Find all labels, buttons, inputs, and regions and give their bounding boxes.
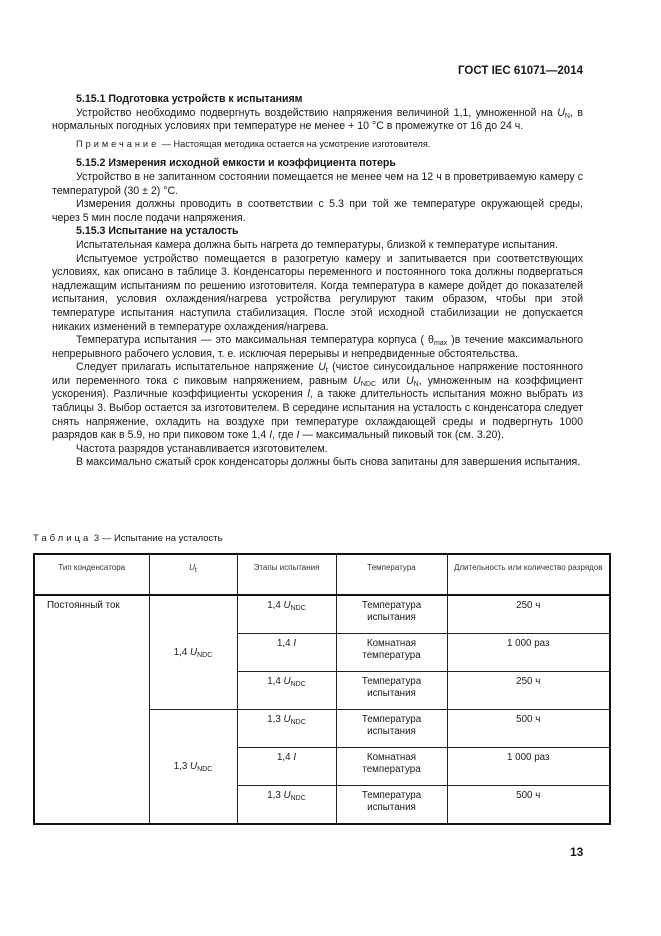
note xyxy=(52,138,583,152)
variable: I xyxy=(269,429,273,442)
subscript: t xyxy=(325,367,328,375)
variable: I xyxy=(296,429,300,442)
paragraph xyxy=(52,239,583,253)
temperature-cell: Комнатная температура xyxy=(336,634,447,672)
text-run: (чистое синусоидальное напряжение постоянного или переменного тока с пиковым напряжением, равным xyxy=(52,361,583,387)
variable: U xyxy=(406,374,414,387)
test-voltage-cell: 1,4 $U_{NDC}$ xyxy=(149,595,237,710)
fatigue-test-table xyxy=(33,553,611,825)
text-run: В максимально сжатый срок конденсаторы должны быть снова запитаны для завершения испытания. xyxy=(76,456,581,469)
test-voltage-cell: 1,3 $U_{NDC}$ xyxy=(149,710,237,825)
paragraph xyxy=(52,456,583,470)
subscript: N xyxy=(413,380,419,388)
paragraph xyxy=(52,107,583,134)
temperature-cell: Температура испытания xyxy=(336,595,447,634)
col-header: $U_t$ xyxy=(149,554,237,595)
variable: U xyxy=(353,374,361,387)
variable: l xyxy=(307,388,310,401)
duration-cell: 500 ч xyxy=(447,786,610,825)
duration-cell: 250 ч xyxy=(447,595,610,634)
test-stage-cell: 1,3 $U_{NDC}$ xyxy=(237,710,336,748)
variable: U xyxy=(318,361,326,374)
test-stage-cell: 1,4 $U_{NDC}$ xyxy=(237,672,336,710)
duration-cell: 1 000 раз xyxy=(447,634,610,672)
test-stage-cell: 1,4 I xyxy=(237,748,336,786)
table-caption xyxy=(33,533,223,544)
paragraph xyxy=(52,253,583,335)
text-run: , умноженным на коэффициент ускорения). Различные коэффициенты ускорения xyxy=(52,374,584,401)
note-text: — Настоящая методика остается на усмотрение изготовителя. xyxy=(159,138,431,149)
text-run: , а также длительность испытания можно выбрать из таблицы 3. Выбор остается за изготовителем. В середине испытания на усталость с конденсатора следует снять напряжение, охладить на воздухе при температуре охлаждающей среды и подвергнуть 1000 разрядов как в 5.9, но при пиковом токе 1,4 xyxy=(52,388,583,442)
text-run: , где xyxy=(272,429,297,442)
test-stage-cell: 1,3 $U_{NDC}$ xyxy=(237,786,336,825)
section-heading: 5.15.3 Испытание на усталость xyxy=(76,225,239,238)
col-header: Длительность или количество разрядов xyxy=(447,554,610,595)
text-run: Частота разрядов устанавливается изготовителем. xyxy=(76,442,328,455)
capacitor-type-cell: Постоянный ток xyxy=(34,595,149,824)
duration-cell: 250 ч xyxy=(447,672,610,710)
subscript: max xyxy=(433,340,448,348)
test-stage-cell: 1,4 I xyxy=(237,634,336,672)
text-run: Устройство необходимо подвергнуть воздействию напряжения величиной 1,1, умноженной на xyxy=(76,106,558,119)
paragraph: Измерения должны проводить в соответствии с 5.3 при той же температуре окружающей среды, через 5 мин после подачи напряжения. xyxy=(52,198,583,224)
paragraph: Устройство в не запитанном состоянии помещается не менее чем на 12 ч в проветриваемую камеру с температурой (30 ± 2) °С. xyxy=(52,170,583,197)
temperature-cell: Комнатная температура xyxy=(336,748,447,786)
col-header: Температура xyxy=(336,554,447,595)
table-caption-label: Таблица xyxy=(33,533,92,544)
page-number: 13 xyxy=(570,845,584,859)
text-run: или xyxy=(376,374,406,387)
test-stage-cell: 1,4 $U_{NDC}$ xyxy=(237,595,336,634)
text-run: )в течение максимального непрерывного рабочего условия, т. е. исключая перерывы и непредвиденные обстоятельства. xyxy=(52,334,583,360)
temperature-cell: Температура испытания xyxy=(336,672,447,710)
subscript: N xyxy=(564,112,570,120)
variable: U xyxy=(557,106,565,119)
section-heading: 5.15.2 Измерения исходной емкости и коэффициента потерь xyxy=(76,157,396,170)
subscript: NDC xyxy=(360,380,376,388)
paragraph xyxy=(52,361,583,443)
col-header: Этапы испытания xyxy=(237,554,336,595)
temperature-cell: Температура испытания xyxy=(336,786,447,825)
paragraph xyxy=(52,443,583,457)
text-run: Температура испытания — это максимальная температура корпуса ( θ xyxy=(76,334,434,347)
text-run: Испытуемое устройство помещается в разогретую камеру и запитывается при соответствующих условиях, как описано в таблице 3. Конденсаторы переменного и постоянного тока должны подвергаться надлежащим испытаниям по решению изготовителя. Когда температура в камере дойдет до показателей испытания, условия охлаждения/нагрева устройства регулируют таким образом, чтобы при этой температуре испытания наступила стабилизация. После этой исходной стабилизации не допускается никаких изменений в температуре охлаждения/нагрева. xyxy=(52,252,583,333)
duration-cell: 1 000 раз xyxy=(447,748,610,786)
document-header: ГОСТ IEC 61071—2014 xyxy=(458,65,583,77)
duration-cell: 500 ч xyxy=(447,710,610,748)
col-header: Тип конденсатора xyxy=(34,554,149,595)
paragraph xyxy=(52,334,583,361)
document-body xyxy=(52,93,583,470)
note-label: Примечание xyxy=(76,138,160,149)
text-run: Следует прилагать испытательное напряжение xyxy=(76,361,319,374)
text-run: , в нормальных погодных условиях при температуре не менее + 10 °С в промежутке от 16 до 24 ч. xyxy=(52,106,584,133)
temperature-cell: Температура испытания xyxy=(336,710,447,748)
table-caption-text: 3 — Испытание на усталость xyxy=(91,533,223,544)
text-run: — максимальный пиковый ток (см. 3.20). xyxy=(299,429,504,442)
section-heading: 5.15.1 Подготовка устройств к испытаниям xyxy=(76,93,303,105)
table-header-row xyxy=(34,554,610,595)
table-row xyxy=(34,595,610,634)
text-run: Испытательная камера должна быть нагрета до температуры, близкой к температуре испытания. xyxy=(76,238,558,251)
